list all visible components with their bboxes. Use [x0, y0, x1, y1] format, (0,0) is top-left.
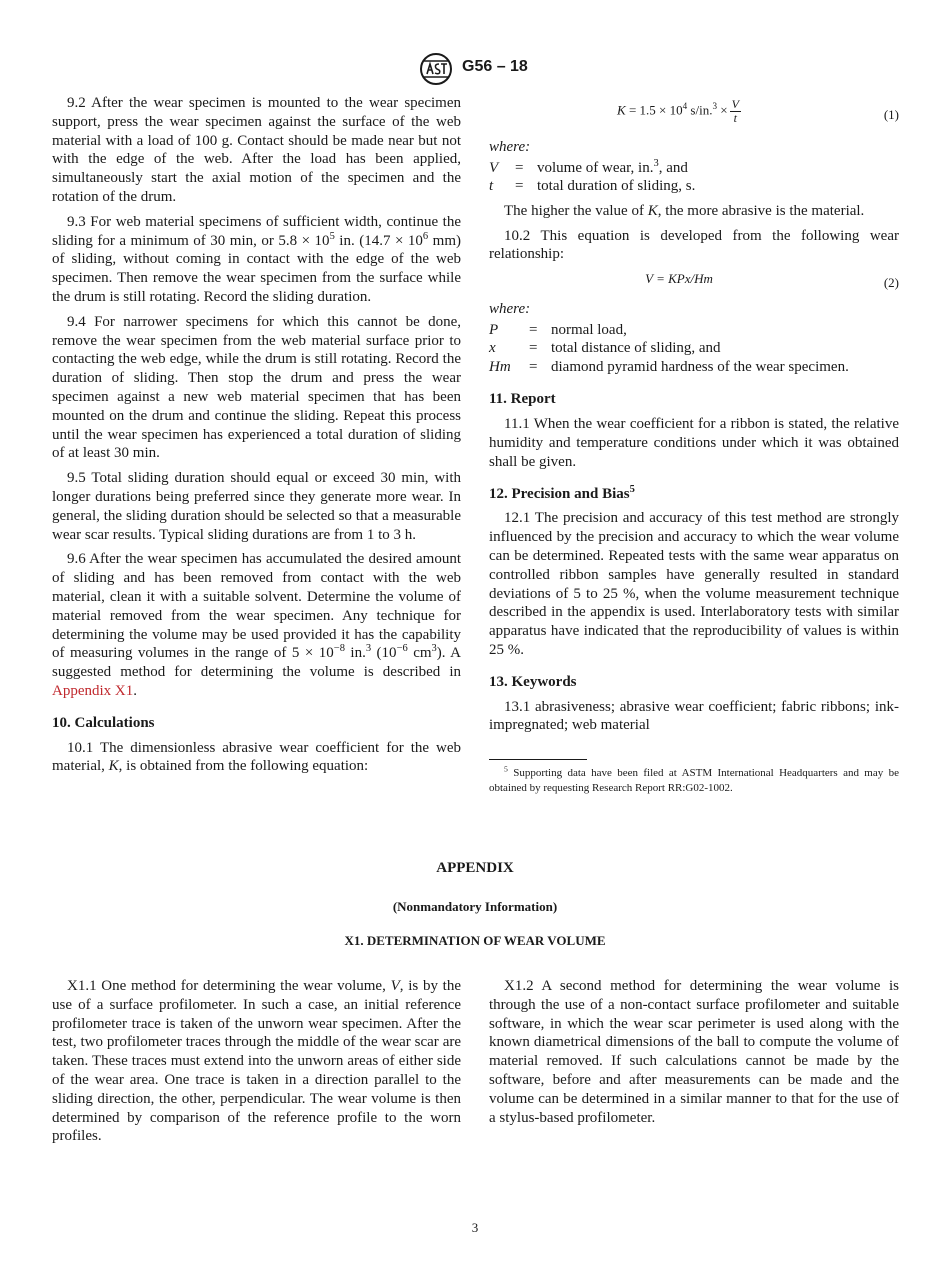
definition-p: P = normal load, [489, 321, 627, 338]
paragraph-x1-1: X1.1 One method for determining the wear volume, V, is by the use of a surface profilometer. In such a case, an initial reference profilometer trace is taken of the unworn wear specimen. After the test, two profilometer traces through the middle of the wear scar are taken. These traces must extend into the unworn areas of either side of the wear area. One trace is taken in a direction parallel to the sliding direction, the other, perpendicular. The wear volume is then determined by comparison of the reference profile to the worn profiles. [52, 978, 461, 1145]
paragraph-9-2: 9.2 After the wear specimen is mounted to the wear specimen support, press the wear specimen against the surface of the web material with a load of 100 g. Contact should be made near but not with the edge of the web. After the load has been applied, simultaneously start the axial motion of the specimen and the rotation of the drum. [52, 95, 461, 205]
paragraph-9-6: 9.6 After the wear specimen has accumulated the desired amount of sliding and has been removed from contact with the web material, clean it with a suitable solvent. Determine the volume of material removed from the wear specimen. Any technique for determining the volume may be used provided it has the capability of measuring volumes in the range of $5 \times 10^{-8}$ in.$^3$ ($10^{-6}$ $cm^3$). A suggested method for determining the volume is described in Appendix X1. [52, 551, 461, 699]
page-number: 3 [471, 1220, 479, 1235]
equation-1: $K = 1.5 \times 10^4$ s/in.$^3$ × $\frac{V}{t}$ (1) [617, 97, 899, 125]
paragraph-9-3: 9.3 For web material specimens of sufficient width, continue the sliding for a minimum of 30 min, or $5.8 \times 10^5$ in. ($14.7 \times 10^6$ mm) of sliding, without coming in contact with the edge of the web specimen. Then remove the wear specimen from the surface while the drum is still rotating. Record the sliding duration. [52, 213, 461, 305]
astm-logo-icon [418, 53, 454, 85]
appendix-subtitle: (Nonmandatory Information) [392, 899, 558, 914]
appendix-x1-link[interactable]: Appendix X1 [52, 682, 134, 699]
definition-x: x = total distance of sliding, and [489, 340, 721, 357]
appendix-section-title: X1. DETERMINATION OF WEAR VOLUME [344, 933, 606, 948]
paragraph-9-4: 9.4 For narrower specimens for which this cannot be done, remove the wear specimen from the web material surface prior to contacting the web edge, while the drum is still rotating. Record the duration of sliding. Then stop the drum and press the wear specimen against a new web material specimen that has been mounted on the drum and continue the sliding. Repeat this process until the wear specimen has experienced a total duration of sliding of at least 30 min. [52, 313, 461, 462]
section-10-heading: 10. Calculations [52, 714, 155, 731]
equation-1-number: (1) [883, 107, 899, 122]
paragraph-10-2: 10.2 This equation is developed from the following wear relationship: [489, 227, 899, 263]
where-label-2: where: [489, 301, 531, 318]
footnote-divider [489, 759, 587, 760]
section-11-heading: 11. Report [489, 391, 556, 408]
paragraph-10-1: 10.1 The dimensionless abrasive wear coefficient for the web material, K, is obtained from the following equation: [52, 739, 461, 775]
page-header [0, 53, 950, 85]
appendix-right-column [489, 977, 899, 1133]
section-13-heading: 13. Keywords [489, 673, 577, 690]
section-12-heading: 12. Precision and Bias$^5$ [489, 483, 635, 502]
appendix-left-column [52, 977, 461, 1152]
definition-v: V = volume of wear, in.$^3$, and [489, 157, 688, 176]
where-label-1: where: [489, 139, 531, 155]
paragraph-11-1: 11.1 When the wear coefficient for a ribbon is stated, the relative humidity and temperature conditions under which it was obtained shall be given. [489, 416, 899, 470]
footnote-5: $^5$ Supporting data have been filed at ASTM International Headquarters and may be obtained by requesting Research Report RR:G02-1002. [489, 764, 899, 795]
paragraph-x1-2: X1.2 A second method for determining the wear volume is through the use of a non-contact surface profilometer and suitable software, in which the wear scar perimeter is used along with the known diametrical dimensions of the ball to compute the volume of material removed. If such calculations cannot be made by the software, before and after measurements can be made and the volume can be determined in a similar manner to that for the use of a stylus-based profilometer. [489, 978, 899, 1126]
standard-designation: G56 – 18 [462, 58, 528, 75]
paragraph-13-1: 13.1 abrasiveness; abrasive wear coefficient; fabric ribbons; ink-impregnated; web material [489, 698, 899, 734]
left-column [52, 94, 461, 782]
paragraph-12-1: 12.1 The precision and accuracy of this test method are strongly influenced by the precision and accuracy to which the wear volume can be determined. Repeated tests with the same wear apparatus on controlled ribbon samples have generally resulted in standard deviations of 5 to 25 %, when the volume measurement technique described in the appendix is used. Interlaboratory tests with similar apparatus have indicated that the reproducibility of values is within 25 %. [489, 510, 899, 659]
equation-1-fraction: $\frac{V}{t}$ [731, 97, 739, 125]
right-column [489, 94, 899, 796]
equation-2: V = KPx/Hm (2) [489, 270, 899, 296]
paragraph-higher-k: The higher the value of K, the more abrasive is the material. [504, 202, 865, 219]
definition-t: t = total duration of sliding, s. [489, 178, 696, 195]
appendix-title: APPENDIX [436, 860, 514, 876]
equation-2-number: (2) [883, 275, 899, 291]
paragraph-9-5: 9.5 Total sliding duration should equal or exceed 30 min, with longer durations being preferred since they generate more wear. In general, the sliding duration should be selected so that a measurable wear scar results. Typical sliding durations are from 1 to 3 h. [52, 470, 461, 543]
definition-hm: Hm = diamond pyramid hardness of the wear specimen. [489, 358, 849, 375]
